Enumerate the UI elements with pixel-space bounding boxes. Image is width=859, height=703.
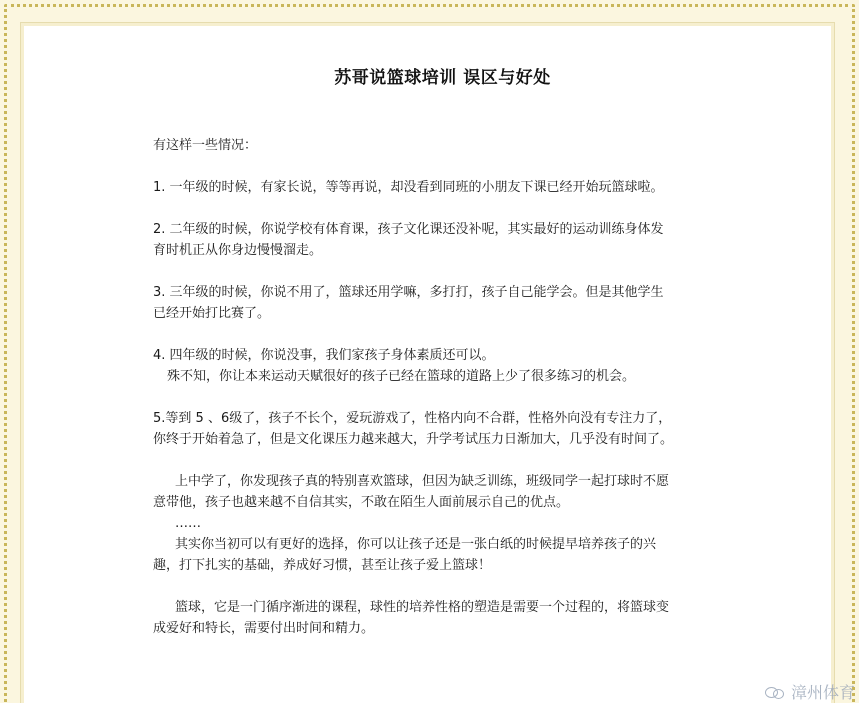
document-paper <box>20 22 835 703</box>
ellipsis: …… <box>175 516 201 531</box>
paragraph-6-line-1: 上中学了，你发现孩子真的特别喜欢篮球，但因为缺乏训练，班级同学一起打球时不愿 <box>175 474 670 489</box>
item-2-line-1: 2. 二年级的时候，你说学校有体育课，孩子文化课还没补呢，其实最好的运动训练身体发 <box>153 222 664 237</box>
paragraph-7-line-2: 趣，打下扎实的基础，养成好习惯，甚至让孩子爱上篮球！ <box>153 558 492 573</box>
item-4-line-1: 4. 四年级的时候，你说没事，我们家孩子身体素质还可以。 <box>153 348 495 363</box>
item-4-line-2: 殊不知，你让本来运动天赋很好的孩子已经在篮球的道路上少了很多练习的机会。 <box>167 369 636 384</box>
paragraph-8-line-2: 成爱好和特长，需要付出时间和精力。 <box>153 621 375 636</box>
item-3-line-1: 3. 三年级的时候，你说不用了，篮球还用学嘛，多打打，孩子自己能学会。但是其他学生 <box>153 285 664 300</box>
paragraph-7-line-1: 其实你当初可以有更好的选择，你可以让孩子还是一张白纸的时候提早培养孩子的兴 <box>175 537 657 552</box>
paragraph-8-line-1: 篮球，它是一门循序渐进的课程，球性的培养性格的塑造是需要一个过程的，将篮球变 <box>175 600 670 615</box>
wechat-icon <box>765 685 785 699</box>
item-1: 1. 一年级的时候，有家长说，等等再说，却没看到同班的小朋友下课已经开始玩篮球啦。 <box>153 180 664 195</box>
item-3-line-2: 已经开始打比赛了。 <box>153 306 271 321</box>
watermark-text: 漳州体育 <box>790 683 855 702</box>
item-5-line-1: 5.等到 5 、6级了，孩子不长个，爱玩游戏了，性格内向不合群，性格外向没有专注力了， <box>153 411 672 426</box>
document-title: 苏哥说篮球培训 误区与好处 <box>334 68 551 88</box>
document-body <box>153 135 721 639</box>
watermark <box>765 680 855 703</box>
intro-text: 有这样一些情况： <box>153 138 258 153</box>
item-5-line-2: 你终于开始着急了，但是文化课压力越来越大，升学考试压力日渐加大，几乎没有时间了。 <box>153 432 674 447</box>
item-2-line-2: 育时机正从你身边慢慢溜走。 <box>153 243 323 258</box>
paragraph-6-line-2: 意带他，孩子也越来越不自信其实，不敢在陌生人面前展示自己的优点。 <box>153 495 570 510</box>
